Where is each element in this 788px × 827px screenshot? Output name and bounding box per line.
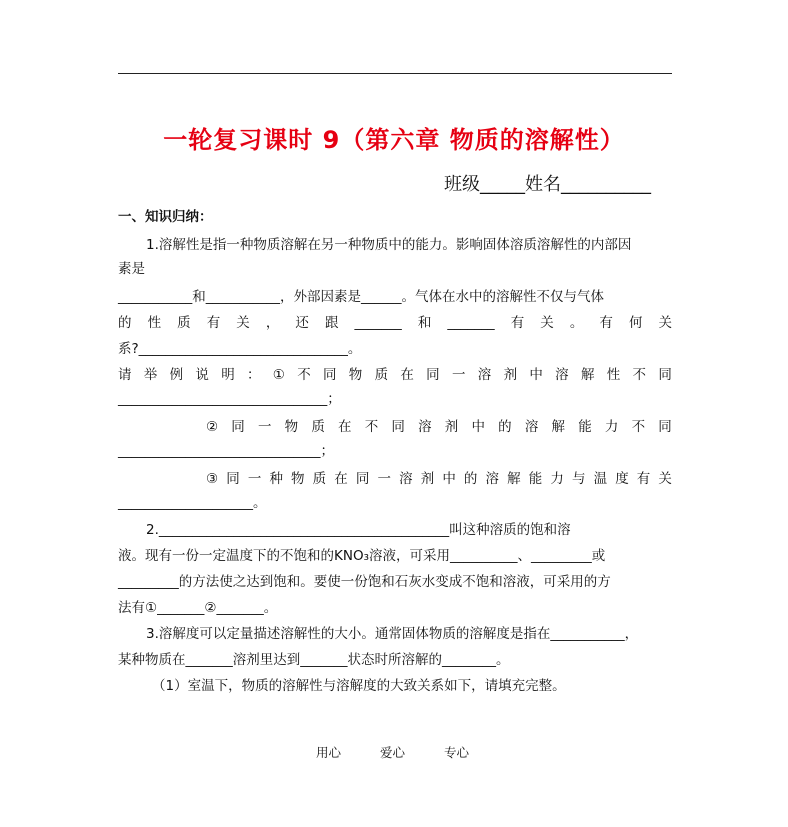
text-segment: 度 xyxy=(615,471,629,487)
text-segment: 同 xyxy=(391,419,405,435)
text-line-1: 1.溶解性是指一种物质溶解在另一种物质中的能力。影响固体溶质溶解性的内部因 xyxy=(146,237,632,253)
footer-text-2: 爱心 xyxy=(380,745,406,760)
text-segment: 不 xyxy=(632,367,647,383)
text-segment: 有 xyxy=(510,315,525,331)
text-segment: 同 xyxy=(322,367,337,383)
text-line-2: 素是 xyxy=(118,261,145,277)
text-segment: 力 xyxy=(604,419,619,435)
text-line-18: （1）室温下，物质的溶解性与溶解度的大致关系如下，请填充完整。 xyxy=(152,678,566,694)
page-title: 一轮复习课时 9（第六章 物质的溶解性） xyxy=(163,126,625,154)
text-segment: 说 xyxy=(195,367,209,383)
text-segment: 同 xyxy=(658,367,672,383)
text-segment: 种 xyxy=(269,471,283,487)
text-segment: 剂 xyxy=(420,471,435,487)
text-segment: ② xyxy=(206,419,219,435)
footer-text-1: 用心 xyxy=(316,745,342,760)
text-segment: 力 xyxy=(550,471,564,487)
text-segment: 。 xyxy=(569,315,584,331)
text-segment: 有 xyxy=(206,315,221,331)
text-segment: _______ xyxy=(354,315,402,331)
text-segment: 中 xyxy=(442,471,456,487)
section-heading: 一、知识归纳： xyxy=(118,209,213,225)
text-segment: 的 xyxy=(118,315,132,331)
text-segment: 溶 xyxy=(485,471,500,487)
text-segment: 质 xyxy=(177,315,191,331)
text-segment: 和 xyxy=(417,315,432,331)
text-segment: 关 xyxy=(540,315,554,331)
text-segment: 还 xyxy=(295,315,309,331)
text-segment: 能 xyxy=(578,419,592,435)
text-segment: 在 xyxy=(338,419,352,435)
text-line-11: ____________________。 xyxy=(118,495,267,511)
text-line-3: ___________和___________，外部因素是______。气体在水中的溶解性不仅与气体 xyxy=(118,289,604,305)
text-line-15: 法有①_______②_______。 xyxy=(118,600,278,616)
text-line-13: 液。现有一份一定温度下的不饱和的KNO₃溶液，可采用__________、_________或 xyxy=(118,548,606,564)
text-line-5: 系?_______________________________。 xyxy=(118,341,362,357)
text-segment: 何 xyxy=(628,315,643,331)
text-segment: _______ xyxy=(447,315,495,331)
text-segment: 不 xyxy=(297,367,311,383)
text-segment: 物 xyxy=(284,419,299,435)
text-segment: 不 xyxy=(364,419,379,435)
text-line-6 xyxy=(118,365,672,385)
text-line-14: _________的方法使之达到饱和。要使一份饱和石灰水变成不饱和溶液，可采用的方 xyxy=(118,574,611,590)
text-segment: ： xyxy=(246,367,261,383)
text-segment: 中 xyxy=(529,367,543,383)
text-segment: 中 xyxy=(471,419,485,435)
text-segment: 不 xyxy=(631,419,646,435)
text-segment: 溶 xyxy=(524,419,539,435)
text-segment: 在 xyxy=(334,471,348,487)
header-rule xyxy=(118,73,672,74)
text-line-8 xyxy=(206,417,672,437)
text-line-10 xyxy=(206,469,672,489)
text-segment: 的 xyxy=(463,471,478,487)
text-segment: 能 xyxy=(528,471,543,487)
text-segment: 溶 xyxy=(555,367,569,383)
class-name-field: 班级_____姓名__________ xyxy=(444,174,651,195)
text-segment: 在 xyxy=(400,367,414,383)
text-segment: 解 xyxy=(507,471,521,487)
text-line-17: 某种物质在_______溶剂里达到_______状态时所溶解的________。 xyxy=(118,652,510,668)
text-segment: ① xyxy=(272,367,285,383)
text-segment: 同 xyxy=(658,419,672,435)
text-segment: 举 xyxy=(143,367,158,383)
text-segment: 溶 xyxy=(399,471,413,487)
text-segment: 有 xyxy=(599,315,613,331)
text-line-9: ______________________________； xyxy=(118,443,334,459)
text-segment: 解 xyxy=(551,419,566,435)
text-segment: 性 xyxy=(606,367,621,383)
text-line-7: _______________________________； xyxy=(118,391,341,407)
text-segment: 一 xyxy=(377,471,391,487)
text-segment: 解 xyxy=(580,367,595,383)
text-segment: 剂 xyxy=(503,367,518,383)
text-segment: 物 xyxy=(348,367,363,383)
text-segment: 性 xyxy=(147,315,162,331)
text-segment: 明 xyxy=(221,367,235,383)
text-segment: 物 xyxy=(291,471,305,487)
text-segment: ③ xyxy=(206,471,219,487)
text-segment: 一 xyxy=(257,419,272,435)
text-line-4 xyxy=(118,313,672,333)
text-segment: 质 xyxy=(312,471,327,487)
text-segment: 溶 xyxy=(418,419,432,435)
text-segment: 的 xyxy=(498,419,512,435)
text-segment: 质 xyxy=(311,419,325,435)
text-segment: 跟 xyxy=(324,315,339,331)
text-segment: 同 xyxy=(426,367,440,383)
text-segment: 同 xyxy=(226,471,240,487)
text-segment: 关 xyxy=(658,315,672,331)
text-segment: 一 xyxy=(247,471,262,487)
footer-text-3: 专心 xyxy=(444,745,470,760)
text-segment: 溶 xyxy=(477,367,492,383)
text-line-16: 3.溶解度可以定量描述溶解性的大小。通常固体物质的溶解度是指在___________， xyxy=(146,626,639,642)
text-segment: 质 xyxy=(374,367,389,383)
text-segment: ， xyxy=(265,315,280,331)
text-segment: 温 xyxy=(593,471,608,487)
text-segment: 与 xyxy=(571,471,586,487)
text-line-12: 2.___________________________________________叫这种溶质的饱和溶 xyxy=(146,522,571,538)
text-segment: 请 xyxy=(118,367,132,383)
text-segment: 一 xyxy=(451,367,466,383)
text-segment: 剂 xyxy=(444,419,459,435)
text-segment: 例 xyxy=(169,367,184,383)
text-segment: 关 xyxy=(236,315,250,331)
text-segment: 同 xyxy=(231,419,245,435)
text-segment: 同 xyxy=(355,471,370,487)
text-segment: 关 xyxy=(658,471,672,487)
text-segment: 有 xyxy=(636,471,651,487)
